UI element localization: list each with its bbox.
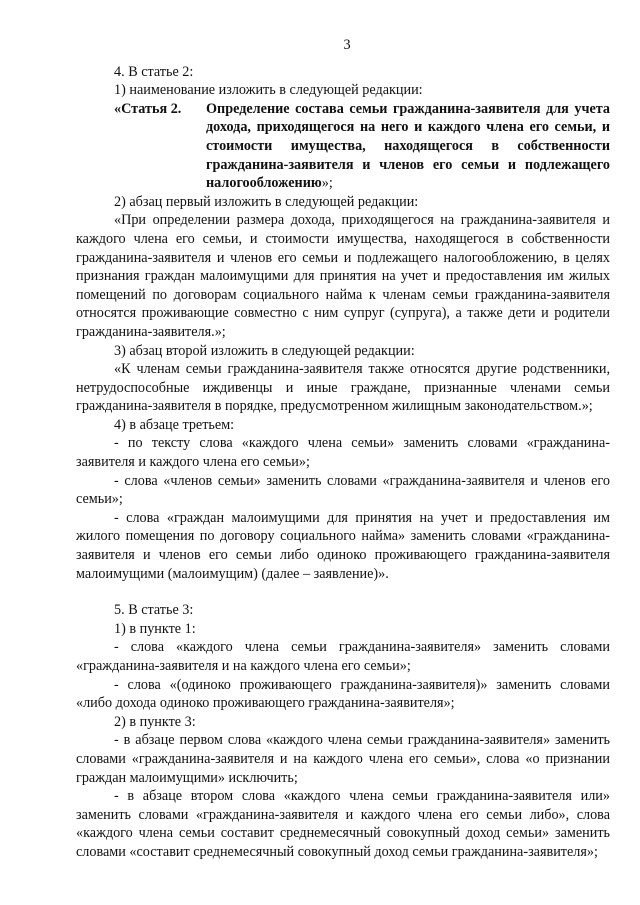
- section-4-item-4: 4) в абзаце третьем:: [114, 416, 235, 433]
- section-4-item-4-dash-1: - по тексту слова «каждого члена семьи» заменить словами «гражданина-заявителя и каждого члена его семьи»;: [76, 435, 610, 471]
- section-spacer: [76, 583, 610, 601]
- section-5-item-2-dash-2: - в абзаце втором слова «каждого члена семьи гражданина-заявителя или» заменить словами «гражданина-заявителя и каждого члена его семьи либо», слова «каждого члена семьи составит среднемесячный совокупный доход семьи» заменить словами «составит среднемесячный совокупный доход семьи гражданина-заявителя»;: [76, 788, 610, 860]
- article-label: «Статья 2.: [114, 100, 182, 117]
- section-5-item-2: 2) в пункте 3:: [114, 713, 196, 730]
- section-5-item-1: 1) в пункте 1:: [114, 620, 196, 637]
- section-4-heading: 4. В статье 2:: [114, 63, 194, 80]
- section-4-item-4-dash-3: - слова «граждан малоимущими для принятия на учет и предоставления им жилого помещения по договору социального найма» заменить словами «гражданина-заявителя и членов его семьи либо одиноко проживающего гражданина-заявителя малоимущими (малоимущим) (далее – заявление)».: [76, 509, 610, 582]
- section-4-item-2: 2) абзац первый изложить в следующей редакции:: [114, 193, 419, 210]
- section-4-item-3-text: «К членам семьи гражданина-заявителя также относятся другие родственники, нетрудоспособные иждивенцы и иные граждане, признанные членами семьи гражданина-заявителя в порядке, предусмотренном жилищным законодательством.»;: [76, 361, 610, 415]
- section-5-heading: 5. В статье 3:: [114, 602, 194, 619]
- section-5-item-1-dash-1: - слова «каждого члена семьи гражданина-заявителя» заменить словами «гражданина-заявителя и на каждого члена его семьи»;: [76, 639, 610, 674]
- article-title-text: Определение состава семьи гражданина-заявителя для учета дохода, приходящегося на него и каждого члена его семьи, и стоимости имущества, находящегося в собственности гражданина-заявителя и членов его семьи и подлежащего налогообложению: [206, 100, 610, 192]
- section-5-item-1-dash-2: - слова «(одиноко проживающего гражданина-заявителя)» заменить словами «либо дохода одиноко проживающего гражданина-заявителя»;: [76, 676, 610, 712]
- article-title: [206, 100, 610, 193]
- section-4-item-1: 1) наименование изложить в следующей редакции:: [114, 82, 423, 99]
- section-4-item-2-text: «При определении размера дохода, приходящегося на гражданина-заявителя и каждого члена его семьи, и стоимости имущества, находящегося в собственности гражданина-заявителя и членов его семьи и подлежащего налогообложению, в целях признания граждан малоимущими для принятия на учет и предоставления им жилых помещений по договорам социального найма к членам семьи гражданина-заявителя относятся проживающие совместно с ним супруг (супруга), а также дети и родители гражданина-заявителя.»;: [76, 212, 610, 340]
- section-4-item-4-dash-2: - слова «членов семьи» заменить словами «гражданина-заявителя и членов его семьи»;: [76, 472, 610, 508]
- article-title-tail: »;: [321, 175, 333, 192]
- document-page: [76, 36, 610, 862]
- page-number: 3: [343, 37, 351, 53]
- section-4-item-3: 3) абзац второй изложить в следующей редакции:: [114, 342, 415, 359]
- section-5-item-2-dash-1: - в абзаце первом слова «каждого члена семьи гражданина-заявителя» заменить словами «гражданина-заявителя и на каждого члена его семьи», слова «о признании граждан малоимущими» исключить;: [76, 732, 610, 786]
- article-2-title-block: [76, 100, 610, 193]
